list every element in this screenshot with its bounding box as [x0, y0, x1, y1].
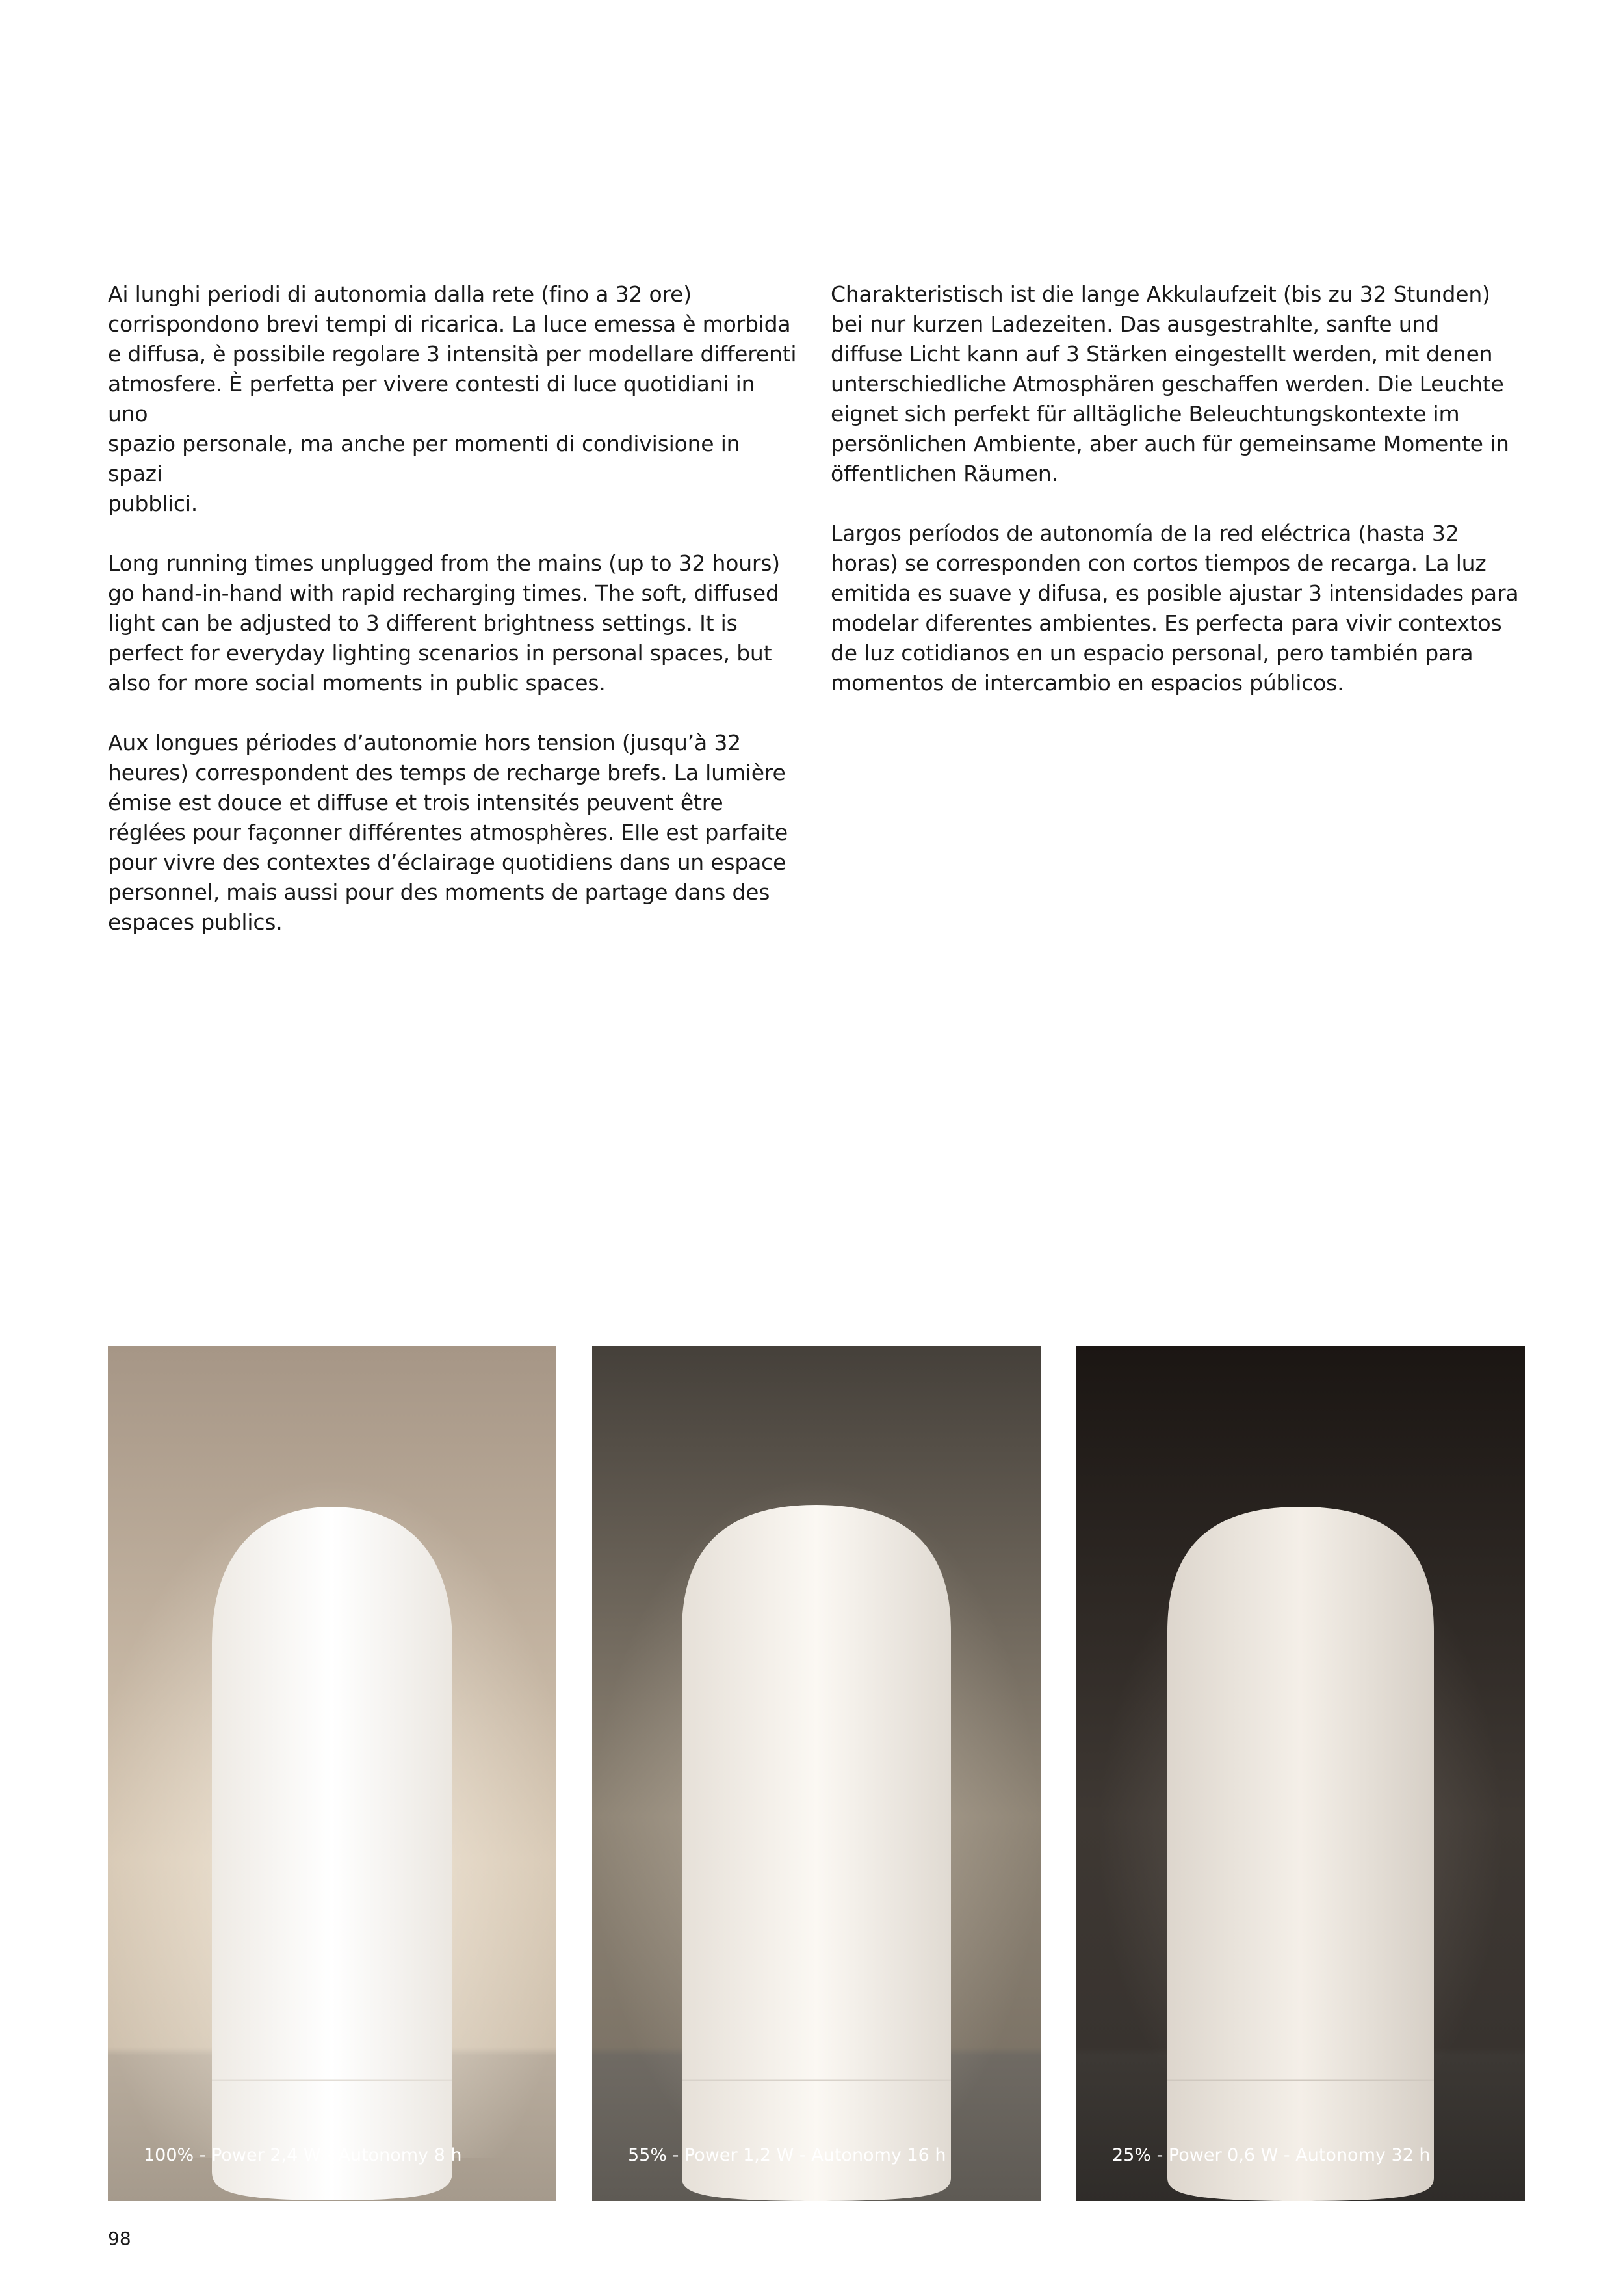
page-number: 98: [108, 2228, 131, 2249]
paragraph-german: Charakteristisch ist die lange Akkulaufzeit (bis zu 32 Stunden) bei nur kurzen Ladezeiten. Das ausgestrahlte, sanfte und diffuse Licht kann auf 3 Stärken eingestellt werden, mit denen unterschiedliche Atmosphären geschaffen werden. Die Leuchte eignet sich perfekt für alltägliche Beleuchtungskontexte im persönlichen Ambiente, aber auch für gemeinsame Momente in öffentlichen Räumen.: [831, 281, 1509, 486]
lamp-photo-25-image: [1076, 1346, 1525, 2201]
lamp-photo-100: [108, 1346, 556, 2201]
lamp-photo-55-image: [592, 1346, 1041, 2201]
paragraph-spanish: Largos períodos de autonomía de la red eléctrica (hasta 32 horas) se corresponden con cortos tiempos de recarga. La luz emitida es suave y difusa, es posible ajustar 3 intensidades para modelar diferentes ambientes. Es perfecta para vivir contextos de luz cotidianos en un espacio personal, pero también para momentos de intercambio en espacios públicos.: [831, 521, 1519, 696]
left-text-column: [108, 280, 797, 967]
paragraph-french: Aux longues périodes d’autonomie hors tension (jusqu’à 32 heures) correspondent des temps de recharge brefs. La lumière émise est douce et diffuse et trois intensités peuvent être réglées pour façonner différentes atmosphères. Elle est parfaite pour vivre des contextes d’éclairage quotidiens dans un espace personnel, mais aussi pour des moments de partage dans des espaces publics.: [108, 730, 788, 935]
photo-caption: 25% - Power 0,6 W - Autonomy 32 h: [1112, 2145, 1431, 2165]
photo-caption: 100% - Power 2,4 W - Autonomy 8 h: [144, 2145, 462, 2165]
right-text-column: [831, 280, 1533, 728]
lamp-photo-100-image: [108, 1346, 556, 2201]
paragraph-english: Long running times unplugged from the mains (up to 32 hours) go hand-in-hand with rapid recharging times. The soft, diffused light can be adjusted to 3 different brightness settings. It is perfect for everyday lighting scenarios in personal spaces, but also for more social moments in public spaces.: [108, 551, 780, 696]
lamp-photo-55: [592, 1346, 1041, 2201]
lamp-photo-25: [1076, 1346, 1525, 2201]
paragraph-italian: Ai lunghi periodi di autonomia dalla rete (fino a 32 ore) corrispondono brevi tempi di ricarica. La luce emessa è morbida e diffusa, è possibile regolare 3 intensità per modellare differenti atmosfere. È perfetta per vivere contesti di luce quotidiani in uno spazio personale, ma anche per momenti di condivisione in spazi pubblici.: [108, 281, 797, 516]
photo-caption: 55% - Power 1,2 W - Autonomy 16 h: [628, 2145, 946, 2165]
